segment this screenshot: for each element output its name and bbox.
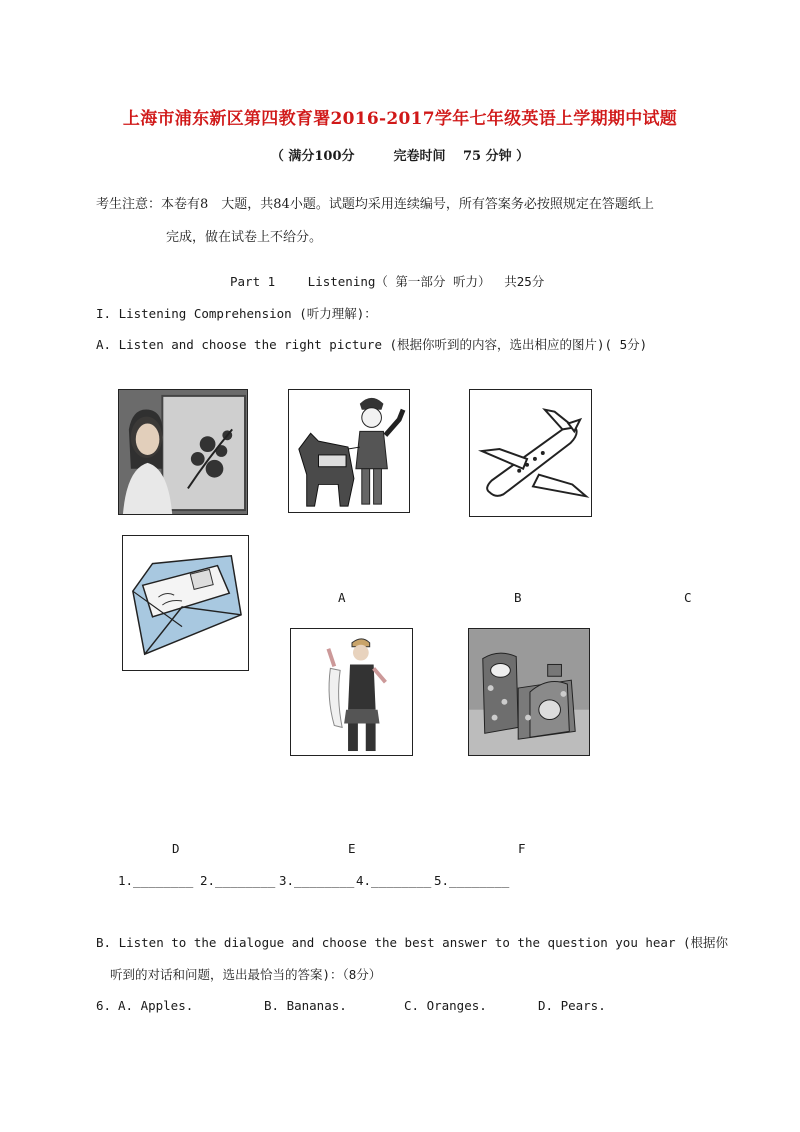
- picture-label-c: C: [684, 590, 692, 605]
- police-dog-icon: [289, 390, 409, 512]
- woman-portrait-icon: [119, 390, 247, 514]
- section-b-instruction: B. Listen to the dialogue and choose the best answer to the question you hear (根据你: [96, 935, 729, 950]
- answer-blank-3: 3.________: [279, 873, 355, 888]
- picture-label-a: A: [338, 590, 346, 605]
- picture-bed: [468, 628, 590, 756]
- airplane-icon: [470, 390, 591, 516]
- picture-label-e: E: [348, 841, 356, 856]
- picture-woman: [118, 389, 248, 515]
- picture-airplane: [469, 389, 592, 517]
- section-b-instruction-cont: 听到的对话和问题，选出最恰当的答案)：（8分）: [110, 967, 382, 982]
- answer-blank-1: 1.________: [118, 873, 194, 888]
- question-6-number: 6.: [96, 998, 112, 1013]
- page-title: 上海市浦东新区第四教育署2016-2017学年七年级英语上学期期中试题: [122, 109, 678, 129]
- question-6-option-c: C. Oranges.: [404, 998, 487, 1013]
- picture-label-f: F: [518, 841, 526, 856]
- picture-label-b: B: [514, 590, 522, 605]
- toy-bed-icon: [469, 629, 589, 755]
- question-6-option-d: D. Pears.: [538, 998, 606, 1013]
- exam-info: （ 满分100分 完卷时间 75 分钟 ）: [270, 149, 530, 164]
- notice-line-1: 考生注意：本卷有8 大题，共84小题。试题均采用连续编号，所有答案务必按照规定在答题纸上: [96, 197, 654, 212]
- answer-blank-2: 2.________: [200, 873, 276, 888]
- worker-with-scroll-icon: [291, 629, 412, 755]
- notice-line-2: 完成，做在试卷上不给分。: [166, 230, 323, 245]
- part-1-heading: Part 1 Listening（ 第一部分 听力） 共25分: [230, 274, 545, 289]
- picture-worker: [290, 628, 413, 756]
- envelope-letter-icon: [123, 536, 248, 670]
- section-a-instruction: A. Listen and choose the right picture (根据你听到的内容，选出相应的图片)( 5分): [96, 337, 648, 352]
- picture-police: [288, 389, 410, 513]
- section-i-heading: I. Listening Comprehension (听力理解)：: [96, 306, 377, 321]
- answer-blank-4: 4.________: [356, 873, 432, 888]
- picture-label-d: D: [172, 841, 180, 856]
- question-6-option-b: B. Bananas.: [264, 998, 347, 1013]
- question-6-option-a: A. Apples.: [118, 998, 194, 1013]
- answer-blank-5: 5.________: [434, 873, 510, 888]
- picture-envelope: [122, 535, 249, 671]
